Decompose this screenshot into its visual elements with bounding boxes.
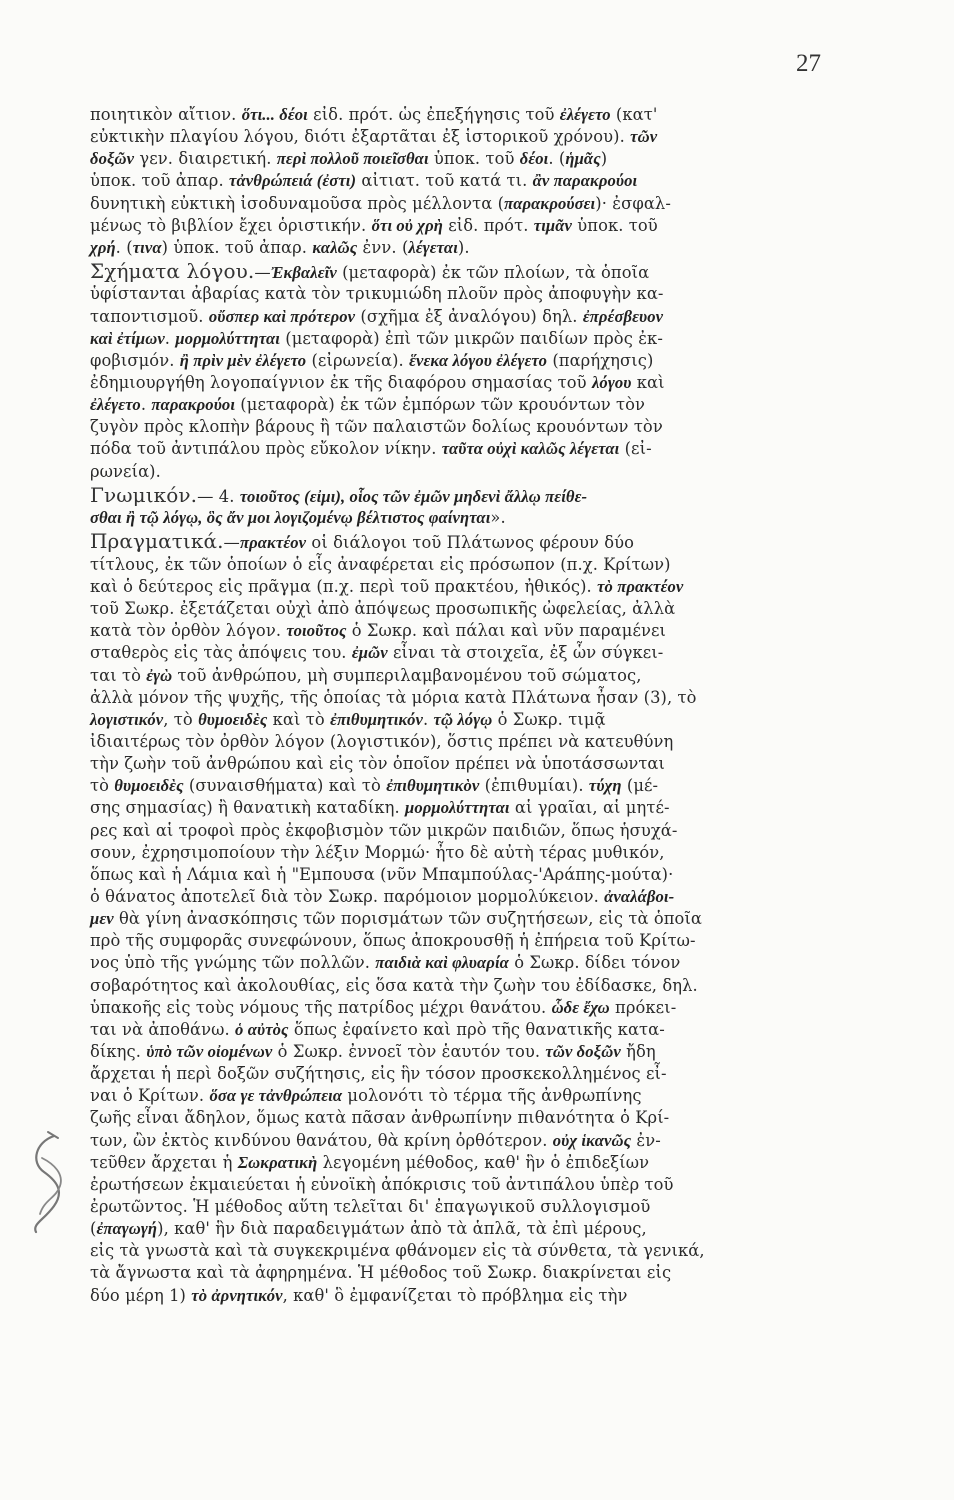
quoted-term: χρή: [90, 237, 116, 257]
text-run: (: [90, 1219, 97, 1239]
quoted-term: καὶ ἐτίμων: [90, 328, 165, 348]
quoted-term: καλῶς: [312, 237, 358, 257]
text-run: —: [254, 262, 271, 282]
text-run: σταθερὸς εἰς τὰς ἀπόψεις του.: [90, 643, 352, 663]
text-line: [90, 930, 870, 952]
text-line: [90, 1285, 870, 1307]
quoted-term: τῶν δοξῶν: [545, 1041, 621, 1061]
text-line: [90, 731, 870, 753]
text-run: αἱ γραῖαι, αἱ μητέ-: [509, 798, 670, 818]
text-line: [90, 148, 870, 170]
text-run: ἐρωτῶντος. Ἡ μέθοδος αὕτη τελεῖται δι' ἐπαγωγικοῦ συλλογισμοῦ: [90, 1196, 651, 1216]
text-line: [90, 507, 870, 529]
text-run: ἐδημιουργήθη λογοπαίγνιον ἐκ τῆς διαφόρου σημασίας τοῦ: [90, 373, 592, 393]
quoted-term: ἐγὼ: [146, 665, 173, 685]
text-run: γεν. διαιρετική.: [134, 149, 277, 169]
quoted-term: ἂν παρακρούοι: [532, 171, 638, 191]
text-run: εὐκτικὴν πλαγίου λόγου, διότι ἐξαρτᾶται ἐξ ἱστορικοῦ χρόνου).: [90, 127, 631, 147]
text-run: εἶναι τὰ στοιχεῖα, ἐξ ὧν σύγκει-: [387, 643, 664, 663]
text-run: καὶ ὁ δεύτερος εἰς πρᾶγμα (π.χ. περὶ τοῦ πρακτέου, ἠθικός).: [90, 577, 598, 597]
text-run: μένως τὸ βιβλίον ἔχει ὁριστικήν.: [90, 215, 372, 235]
text-run: (κατ': [610, 105, 658, 124]
section-heading: Σχήματα λόγου.: [90, 258, 255, 283]
text-line: [90, 842, 870, 864]
text-run: θὰ γίνη ἀνασκόπησις τῶν πορισμάτων τῶν συζητήσεων, εἰς τὰ ὁποῖα: [113, 909, 703, 929]
text-line: [90, 328, 870, 350]
text-line: [90, 1218, 870, 1240]
quoted-term: δέοι: [519, 149, 549, 169]
text-line: [90, 975, 870, 997]
quoted-term: μεν: [90, 909, 114, 929]
text-line: [90, 306, 870, 328]
text-line: [90, 864, 870, 886]
text-line: [90, 753, 870, 775]
text-line: [90, 576, 870, 598]
text-run: (ἐπιθυμίαι).: [479, 776, 589, 796]
text-line: [90, 215, 870, 237]
quoted-term: τἀνθρώπειά (ἐστι): [229, 171, 357, 191]
text-line: [90, 193, 870, 215]
text-run: .: [164, 328, 176, 348]
quoted-term: μορμολύττηται: [405, 798, 510, 818]
quoted-term: τοιοῦτος (εἰμι), οἷος τῶν ἐμῶν μηδενὶ ἄλλῳ πείθε-: [239, 486, 588, 506]
quoted-term: ἐλέγετο: [90, 395, 141, 415]
text-run: καὶ τὸ: [267, 709, 331, 729]
text-run: ): [600, 149, 608, 169]
text-run: ὅπως ἐφαίνετο καὶ πρὸ τῆς θανατικῆς κατα-: [288, 1019, 665, 1039]
text-run: ὅπως καὶ ἡ Λάμια καὶ ἡ "Εμπουσα (νῦν Μπαμπούλας-'Αράπης-μούτα)·: [90, 864, 674, 884]
text-run: ὑποκ. τοῦ ἀπαρ.: [90, 171, 230, 191]
text-run: ζωῆς εἶναι ἄδηλον, ὅμως κατὰ πᾶσαν ἀνθρωπίνην πιθανότητα ὁ Κρί-: [90, 1108, 670, 1128]
quoted-term: Ἐκβαλεῖν: [270, 262, 337, 282]
text-line: [90, 259, 870, 284]
quoted-term: ἡμᾶς: [565, 149, 601, 169]
quoted-term: τινα: [132, 237, 162, 257]
body-text: [90, 104, 870, 1307]
text-run: τεῦθεν ἄρχεται ἡ: [90, 1152, 238, 1172]
text-run: κατὰ τὸν ὀρθὸν λόγον.: [90, 621, 287, 641]
quoted-term: ὅτι οὐ χρὴ: [371, 215, 443, 235]
text-run: εἰδ. πρότ.: [442, 215, 534, 235]
quoted-term: πρακτέον: [239, 533, 307, 553]
text-line: [90, 997, 870, 1019]
text-run: ὁ θάνατος ἀποτελεῖ διὰ τὸν Σωκρ. παρόμοιον μορμολύκειον.: [90, 887, 605, 906]
text-line: [90, 687, 870, 709]
text-run: σουν, ἐχρησιμοποίουν τὴν λέξιν Μορμώ· ἦτο δὲ αὐτὴ τέρας μυθικόν,: [90, 842, 665, 862]
text-line: [90, 1130, 870, 1152]
text-line: [90, 1063, 870, 1085]
text-run: ὑποκ. τοῦ: [572, 215, 658, 235]
text-run: ἀλλὰ μόνον τῆς ψυχῆς, τῆς ὁποίας τὰ μόρια κατὰ Πλάτωνα ἦσαν (3), τὸ: [90, 687, 697, 707]
text-run: μολονότι τὸ τέρμα τῆς ἀνθρωπίνης: [342, 1086, 642, 1106]
text-run: εἰδ. πρότ. ὡς ἐπεξήγησις τοῦ: [307, 105, 560, 124]
quoted-term: ἐμῶν: [351, 643, 388, 663]
text-line: [90, 665, 870, 687]
text-line: [90, 642, 870, 664]
quoted-term: λόγου: [591, 373, 632, 393]
text-run: ποιητικὸν αἴτιον.: [90, 105, 242, 124]
text-line: [90, 283, 870, 305]
text-run: , καθ' ὃ ἐμφανίζεται τὸ πρόβλημα εἰς τὴν: [282, 1285, 628, 1305]
text-run: ναι ὁ Κρίτων.: [90, 1086, 210, 1106]
text-run: ὑποκ. τοῦ: [428, 149, 520, 169]
text-run: δυνητικὴ εὐκτικὴ ἰσοδυναμοῦσα πρὸς μέλλοντα (: [90, 193, 505, 213]
text-line: [90, 1240, 870, 1262]
text-run: σης σημασίας) ἢ θανατικὴ καταδίκη.: [90, 798, 405, 818]
text-line: [90, 1152, 870, 1174]
text-line: [90, 237, 870, 259]
text-run: ται τὸ: [90, 665, 147, 685]
quoted-term: ἐλέγετο: [559, 105, 611, 124]
text-run: (συναισθήματα) καὶ τὸ: [183, 776, 387, 796]
quoted-term: τιμᾶν: [533, 215, 572, 235]
text-run: (εἰ-: [619, 439, 652, 459]
text-run: ὁ Σωκρ. ἐννοεῖ τὸν ἑαυτόν του.: [272, 1041, 546, 1061]
text-run: . (: [548, 149, 566, 169]
text-line: [90, 416, 870, 438]
text-run: πόδα τοῦ ἀντιπάλου πρὸς εὔκολον νίκην.: [90, 439, 442, 459]
text-line: [90, 1107, 870, 1129]
text-line: [90, 170, 870, 192]
text-run: ἐνν. (: [357, 237, 409, 257]
quoted-term: τὸ ἀρνητικόν: [191, 1285, 283, 1305]
text-line: [90, 598, 870, 620]
quoted-term: μορμολύττηται: [175, 328, 280, 348]
text-line: [90, 350, 870, 372]
quoted-term: ἐπρέσβευον: [582, 306, 664, 326]
quoted-term: ὅτι... δέοι: [241, 105, 308, 124]
text-run: των, ὢν ἐκτὸς κινδύνου θανάτου, θὰ κρίνη ὀρθότερον.: [90, 1130, 553, 1150]
text-run: (μεταφορὰ) ἐκ τῶν ἐμπόρων τῶν κρουόντων τὸν: [235, 395, 646, 415]
text-line: [90, 104, 870, 126]
text-run: ται νὰ ἀποθάνω.: [90, 1019, 236, 1039]
quoted-term: οὐχ ἱκανῶς: [552, 1130, 632, 1150]
quoted-term: τύχη: [588, 776, 622, 796]
text-line: [90, 126, 870, 148]
text-run: ὑφίστανται ἀβαρίας κατὰ τὸν τρικυμιώδη πλοῦν πρὸς ἀποφυγὴν κα-: [90, 284, 664, 304]
section-heading: Πραγματικά.: [90, 529, 224, 554]
text-run: ) ὑποκ. τοῦ ἀπαρ.: [161, 237, 313, 257]
quoted-term: δοξῶν: [90, 149, 135, 169]
text-run: πρόκει-: [609, 997, 677, 1017]
text-line: [90, 372, 870, 394]
section-heading: Γνωμικόν.: [90, 482, 198, 507]
text-line: [90, 797, 870, 819]
text-run: πρὸ τῆς συμφορᾶς συνεφώνουν, ὅπως ἀποκρουσθῇ ἡ ἐπήρεια τοῦ Κρίτω-: [90, 931, 696, 951]
text-run: φοβισμόν.: [90, 350, 180, 370]
text-run: τοῦ ἀνθρώπου, μὴ συμπεριλαμβανομένου τοῦ σώματος,: [172, 665, 642, 685]
text-run: .: [140, 395, 152, 415]
text-run: ὁ Σωκρ. δίδει τόνον: [508, 953, 681, 973]
text-run: (εἰρωνεία).: [306, 350, 410, 370]
text-run: (μέ-: [621, 776, 659, 796]
text-line: [90, 1019, 870, 1041]
text-run: ὁ Σωκρ. καὶ πάλαι καὶ νῦν παραμένει: [346, 621, 667, 641]
text-line: [90, 709, 870, 731]
text-run: ὑπακοῆς εἰς τοὺς νόμους τῆς πατρίδος μέχρι θανάτου.: [90, 997, 552, 1017]
text-run: τὰ ἄγνωστα καὶ τὰ ἀφηρημένα. Ἡ μέθοδος τοῦ Σωκρ. διακρίνεται εἰς: [90, 1263, 672, 1283]
quoted-term: Σωκρατικὴ: [237, 1152, 318, 1172]
text-run: δύο μέρη 1): [90, 1285, 192, 1305]
text-run: )· ἐσφαλ-: [595, 193, 671, 213]
text-run: αἰτιατ. τοῦ κατά τι.: [356, 171, 533, 191]
quoted-term: λέγεται: [408, 237, 458, 257]
quoted-term: ὑπὸ τῶν οἰομένων: [146, 1041, 273, 1061]
quoted-term: ὅσα γε τἀνθρώπεια: [209, 1086, 343, 1106]
text-run: τὸ: [90, 776, 115, 796]
quoted-term: ὧδε ἔχω: [551, 997, 610, 1017]
quoted-term: τοιοῦτος: [286, 621, 347, 641]
text-run: εἰς τὰ γνωστὰ καὶ τὰ συγκεκριμένα φθάνομεν εἰς τὰ σύνθετα, τὰ γενικά,: [90, 1241, 705, 1261]
text-line: [90, 394, 870, 416]
text-run: ἐρωτήσεων ἐκμαιεύεται ἡ εὐνοϊκὴ ἀπόκρισις τοῦ ἀντιπάλου ὑπὲρ τοῦ: [90, 1174, 674, 1194]
text-run: (σχῆμα ἐξ ἀναλόγου) δηλ.: [355, 306, 583, 326]
text-run: νος ὑπὸ τῆς γνώμης τῶν πολλῶν.: [90, 953, 376, 973]
quoted-term: λογιστικόν: [90, 709, 164, 729]
text-line: [90, 483, 870, 508]
quoted-term: οὔσπερ καὶ πρότερον: [208, 306, 356, 326]
quoted-term: ταῦτα οὐχὶ καλῶς λέγεται: [441, 439, 620, 459]
text-run: (παρήχησις): [547, 350, 654, 370]
quoted-term: θυμοειδὲς: [198, 709, 268, 729]
quoted-term: παρακρούσει: [504, 193, 596, 213]
text-line: [90, 554, 870, 576]
text-run: ἐν-: [631, 1130, 661, 1150]
quoted-term: ἢ πρὶν μὲν ἐλέγετο: [179, 350, 307, 370]
text-run: —: [223, 533, 240, 553]
text-run: — 4.: [197, 486, 240, 506]
text-run: ).: [457, 237, 470, 257]
text-line: [90, 886, 870, 908]
text-run: τοῦ Σωκρ. ἐξετάζεται οὐχὶ ἀπὸ ἀπόψεως προσωπικῆς ὠφελείας, ἀλλὰ: [90, 599, 676, 619]
text-line: [90, 529, 870, 554]
text-line: [90, 438, 870, 460]
quoted-term: τὸ πρακτέον: [597, 577, 684, 597]
text-line: [90, 908, 870, 930]
handwritten-margin-mark-icon: [24, 1128, 74, 1238]
text-run: (μεταφορὰ) ἐπὶ τῶν μικρῶν παιδίων πρὸς ἐκ-: [279, 328, 663, 348]
text-run: ρες καὶ αἱ τροφοὶ πρὸς ἐκφοβισμὸν τῶν μικρῶν παιδιῶν, ὅπως ἡσυχά-: [90, 820, 678, 840]
text-run: ), καθ' ἣν διὰ παραδειγμάτων ἀπὸ τὰ ἁπλᾶ, τὰ ἐπὶ μέρους,: [157, 1219, 647, 1239]
text-run: οἱ διάλογοι τοῦ Πλάτωνος φέρουν δύο: [306, 533, 635, 553]
text-run: .: [422, 709, 434, 729]
text-line: [90, 952, 870, 974]
quoted-term: τῷ λόγῳ: [433, 709, 493, 729]
text-run: (μεταφορὰ) ἐκ τῶν πλοίων, τὰ ὁποῖα: [336, 262, 650, 282]
text-run: λεγομένη μέθοδος, καθ' ἣν ὁ ἐπιδεξίων: [317, 1152, 650, 1172]
quoted-term: παρακρούοι: [151, 395, 236, 415]
quoted-term: περὶ πολλοῦ ποιεῖσθαι: [276, 149, 429, 169]
text-line: [90, 620, 870, 642]
text-run: ἄρχεται ἡ περὶ δοξῶν συζήτησις, εἰς ἣν τόσον προσκεκολλημένος εἶ-: [90, 1064, 667, 1084]
text-line: [90, 775, 870, 797]
text-line: [90, 1041, 870, 1063]
quoted-term: ἐπιθυμητικὸν: [386, 776, 480, 796]
text-line: [90, 820, 870, 842]
text-run: . (: [115, 237, 133, 257]
quoted-term: ἕνεκα λόγου ἐλέγετο: [409, 350, 548, 370]
text-run: ρωνεία).: [90, 461, 161, 481]
text-run: τὴν ζωὴν τοῦ ἀνθρώπου καὶ εἰς τὸν ὁποῖον πρέπει νὰ ὑποτάσσωνται: [90, 754, 666, 774]
text-run: ἤδη: [620, 1041, 656, 1061]
text-run: ».: [490, 508, 506, 528]
text-run: σοβαρότητος καὶ ἀκολουθίας, εἰς ὅσα κατὰ τὴν ζωὴν του ἐδίδασκε, δηλ.: [90, 975, 698, 995]
quoted-term: ἐπαγωγή: [96, 1219, 158, 1239]
quoted-term: παιδιὰ καὶ φλυαρία: [375, 953, 509, 973]
text-run: δίκης.: [90, 1041, 147, 1061]
text-run: ὁ Σωκρ. τιμᾷ: [492, 709, 606, 729]
text-run: ἰδιαιτέρως τὸν ὀρθὸν λόγον (λογιστικόν), ὅστις πρέπει νὰ κατευθύνη: [90, 732, 674, 752]
quoted-term: ἐπιθυμητικόν: [330, 709, 423, 729]
text-line: [90, 1174, 870, 1196]
text-run: , τὸ: [163, 709, 199, 729]
text-run: ταποντισμοῦ.: [90, 306, 209, 326]
text-run: ζυγὸν πρὸς κλοπὴν βάρους ἢ τῶν παλαιστῶν δολίως κρουόντων τὸν: [90, 417, 663, 437]
quoted-term: ἀναλάβοι-: [604, 887, 675, 906]
text-line: [90, 1262, 870, 1284]
quoted-term: σθαι ἢ τῷ λόγῳ, ὃς ἄν μοι λογιζομένῳ βέλτιστος φαίνηται: [90, 508, 491, 528]
quoted-term: τῶν: [630, 127, 658, 147]
page-number: 27: [796, 50, 821, 77]
text-line: [90, 461, 870, 483]
text-run: καὶ: [631, 373, 665, 393]
quoted-term: ὁ αὐτὸς: [235, 1019, 289, 1039]
quoted-term: θυμοειδὲς: [114, 776, 184, 796]
text-line: [90, 1196, 870, 1218]
text-line: [90, 1085, 870, 1107]
text-run: τίτλους, ἐκ τῶν ὁποίων ὁ εἷς ἀναφέρεται εἰς πρόσωπον (π.χ. Κρίτων): [90, 554, 671, 574]
